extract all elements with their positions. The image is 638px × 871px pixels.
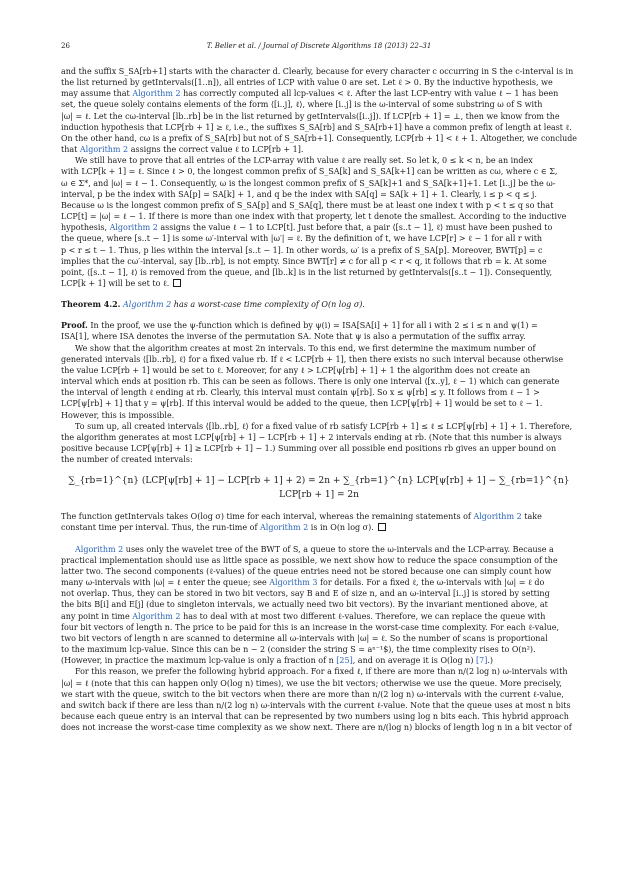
text-line: To sum up, all created intervals ⟨[lb..rb], ℓ⟩ for a fixed value of rb satisfy LCP[rb + 1] ≤ ℓ ≤ LCP[ψ[rb] + 1] + 1. Therefore, [75, 421, 573, 431]
running-title: T. Beller et al. / Journal of Discrete Algorithms 18 (2013) 22–31 [206, 42, 432, 50]
reference-7-link[interactable]: [7] [475, 656, 488, 666]
text-line: ω ∈ Σ*, and |ω| = ℓ − 1. Consequently, ω is the longest common prefix of S_SA[k]+1 and S_SA[k+1]+1. Let [i..j] be the ω- [61, 178, 556, 188]
text-line: The function getIntervals takes O(log σ) time for each interval, whereas the remaining statements of Algorithm 2 take [61, 512, 542, 522]
algorithm-2-link[interactable]: Algorithm 2 [79, 145, 129, 155]
algorithm-2-link[interactable]: Algorithm 2 [75, 544, 124, 554]
text-line: does not increase the worst-case time complexity as we show next. There are n/(log n) blocks of length log n in a bit vector of [61, 723, 572, 733]
algorithm-2-link[interactable]: Algorithm 2 [260, 523, 309, 533]
text-line: hypothesis, Algorithm 2 assigns the value ℓ − 1 to LCP[t]. Just before that, a pair ⟨[s..t − 1], ℓ⟩ must have been pushed to [61, 223, 553, 233]
qed-symbol [378, 523, 386, 531]
text-line: with LCP[k + 1] = ℓ. Since ℓ > 0, the longest common prefix of S_SA[k] and S_SA[k+1] can be written as cω, where c ∈ Σ, [61, 167, 558, 177]
text-line: many ω-intervals with |ω| = ℓ enter the queue; see Algorithm 3 for details. For a fixed ℓ, the ω-intervals with |ω| = ℓ do [61, 578, 545, 588]
text-line: and the suffix S_SA[rb+1] starts with the character d. Clearly, because for every character c occurring in S the c-interval is in [61, 67, 574, 76]
text-line: the algorithm generates at most LCP[ψ[rb] + 1] − LCP[rb + 1] + 2 intervals ending at rb. (Note that this number is always [61, 432, 562, 442]
algorithm-3-link[interactable]: Algorithm 3 [269, 578, 318, 588]
text-line: LCP[t] = |ω| = ℓ − 1. If there is more than one index with that property, let t denote the smallest. According to the inductive [61, 212, 567, 222]
text-line: For this reason, we prefer the following hybrid approach. For a fixed ℓ, if there are more than n/(2 log n) ω-intervals with [75, 667, 568, 677]
text-line: Theorem 4.2. Algorithm 2 has a worst-case time complexity of O(n log σ). [61, 299, 365, 310]
algorithm-2-link[interactable]: Algorithm 2 [132, 89, 181, 99]
text-line: the interval of length ℓ ending at rb. Clearly, this interval must contain ψ[rb]. So x ≤ ψ[rb] ≤ y. It follows from ℓ − 1 > [61, 388, 540, 398]
text-line: Algorithm 2 uses only the wavelet tree of the BWT of S, a queue to store the ω-intervals and the LCP-array. Because a [75, 544, 554, 554]
text-line: generated intervals ⟨[lb..rb], ℓ⟩ for a fixed value rb. If ℓ < LCP[rb + 1], then there exists no such interval because otherwise [61, 354, 564, 364]
text-line: we start with the queue, switch to the bit vectors when there are more than n/(2 log n) ω-intervals with the current ℓ-value, [61, 689, 564, 699]
text-line: and switch back if there are less than n/(2 log n) ω-intervals with the current ℓ-value. Note that the queue uses at most n bits [61, 700, 571, 710]
text-line: |ω| = ℓ (note that this can happen only O(log n) times), we use the bit vectors; otherwise we use the queue. More precisely, [61, 678, 562, 688]
text-line: the bits B[i] and E[j] (due to singleton intervals, we actually need two bit vectors). By the invariant mentioned above, at [61, 600, 548, 610]
text-line: interval, p be the index with SA[p] = SA[k] + 1, and q be the index with SA[q] = SA[k + 1] + 1. Clearly, i ≤ p < q ≤ j. [61, 189, 537, 199]
algorithm-2-link[interactable]: Algorithm 2 [473, 512, 522, 522]
text-line: constant time per interval. Thus, the run-time of Algorithm 2 is in O(n log σ). [61, 522, 577, 533]
text-line: |ω| = ℓ. Let the cω-interval [lb..rb] be in the list returned by getIntervals([i..j]). If LCP[rb + 1] = ⊥, then we know from the [61, 111, 560, 121]
article-body [61, 66, 577, 733]
paragraph-induction-end [61, 66, 577, 155]
page-number: 26 [61, 42, 70, 50]
text-line: two bit vectors of length n are scanned to determine all ω-intervals with |ω| = ℓ. So the number of scans is proportional [61, 633, 548, 643]
algorithm-2-link[interactable]: Algorithm 2 [123, 300, 172, 310]
proof-block [61, 320, 577, 533]
text-line: positive because LCP[ψ[rb] + 1] ≥ LCP[rb + 1] − 1.) Summing over all possible end positions rb gives an upper bound on [61, 444, 557, 453]
text-line: not overlap. Thus, they can be stored in two bit vectors, say B and E of size n, and an ω-interval [i..j] is stored by setting [61, 589, 550, 599]
text-line: induction hypothesis that LCP[rb + 1] ≥ ℓ, i.e., the suffixes S_SA[rb] and S_SA[rb+1] have a common prefix of length at least ℓ. [61, 122, 572, 132]
theorem-label: Theorem 4.2. [61, 299, 121, 310]
text-line: the queue, where [s..t − 1] is some ω′-interval with |ω′| = ℓ. By the definition of t, we have LCP[r] > ℓ − 1 for all r with [61, 234, 543, 244]
paragraph-space-reduction [61, 544, 577, 734]
paragraph-all-entries-set [61, 155, 577, 289]
text-line: ISA[1], where ISA denotes the inverse of the permutation SA. Note that ψ is also a permutation of the suffix array. [61, 332, 526, 342]
text-line: set, the queue solely contains elements of the form ⟨[i..j], ℓ⟩, where [i..j] is the ω-interval of some substring ω of S with [61, 100, 543, 110]
algorithm-2-link[interactable]: Algorithm 2 [109, 223, 158, 233]
text-line: latter two. The second components (ℓ-values) of the queue entries need not be stored because one can simply count how [61, 566, 552, 576]
page-header [61, 40, 577, 52]
qed-symbol [173, 279, 181, 287]
text-line: interval which ends at position rb. This can be seen as follows. There is only one interval ⟨[x..y], ℓ − 1⟩ which can generate [61, 377, 560, 387]
text-line: However, this is impossible. [61, 410, 175, 420]
text-line: because each queue entry is an interval that can be represented by two numbers using log n bits each. This hybrid approach [61, 711, 569, 721]
text-line: LCP[k + 1] will be set to ℓ. [61, 278, 577, 289]
summation-equation: ∑_{rb=1}^{n} (LCP[ψ[rb] + 1] − LCP[rb + 1] + 2) = 2n + ∑_{rb=1}^{n} LCP[ψ[rb] + 1] − ∑_{rb=1}^{n} LCP[rb + 1] = 2n [68, 476, 570, 501]
text-line: the value LCP[rb + 1] would be set to ℓ. Moreover, for any ℓ > LCP[ψ[rb] + 1] + 1 the algorithm does not create an [61, 365, 531, 375]
text-line: implies that the cω′-interval, say [lb..rb], is not empty. Since BWT[r] ≠ c for all p < r < q, it follows that rb = k. At some [61, 256, 547, 266]
text-line: Proof. In the proof, we use the ψ-function which is defined by ψ(i) = ISA[SA[i] + 1] for all i with 2 ≤ i ≤ n and ψ(1) = [61, 320, 538, 331]
text-line: We still have to prove that all entries of the LCP-array with value ℓ are really set. So let k, 0 ≤ k < n, be an index [75, 156, 533, 166]
text-line: practical implementation should use as little space as possible, we next show how to reduce the space consumption of the [61, 555, 558, 565]
reference-25-link[interactable]: [25] [336, 656, 353, 666]
text-line: On the other hand, cω is a prefix of S_SA[rb] but not of S_SA[rb+1]. Consequently, LCP[rb + 1] < ℓ + 1. Altogether, we conclude [61, 133, 577, 143]
text-line: any point in time Algorithm 2 has to deal with at most two different ℓ-values. Therefore, we can replace the queue with [61, 611, 546, 621]
text-line: that Algorithm 2 assigns the correct value ℓ to LCP[rb + 1]. [61, 145, 304, 155]
text-line: We show that the algorithm creates at most 2n intervals. To this end, we first determine the maximum number of [75, 343, 536, 353]
text-line: (However, in practice the maximum lcp-value is only a fraction of n [25], and on average it is O(log n) [7].) [61, 656, 493, 666]
text-line: four bit vectors of length n. The price to be paid for this is an increase in the worst-case time complexity. For each ℓ-value, [61, 622, 560, 632]
text-line: the list returned by getIntervals([1..n]), all entries of LCP with value 0 are set. Let ℓ > 0. By the inductive hypothesis, we [61, 78, 553, 88]
text-line: point, ⟨[s..t − 1], ℓ⟩ is removed from the queue, and [lb..k] is in the list returned by getIntervals([s..t − 1]). Consequently, [61, 267, 553, 277]
text-line: to the maximum lcp-value. Since this can be n − 2 (consider the string S = aⁿ⁻¹$), the time complexity rises to O(n²). [61, 645, 536, 655]
text-line: Because ω is the longest common prefix of S_SA[p] and S_SA[q], there must be at least one index t with p < t ≤ q so that [61, 200, 554, 210]
theorem-4-2 [61, 299, 577, 310]
proof-label: Proof. [61, 320, 88, 331]
text-line: the number of created intervals: [61, 455, 193, 465]
algorithm-2-link[interactable]: Algorithm 2 [132, 611, 181, 621]
text-line: p < r ≤ t − 1. Thus, p lies within the interval [s..t − 1]. In other words, ω′ is a prefix of S_SA[p]. Moreover, BWT[p] = c [61, 245, 543, 255]
text-line: LCP[ψ[rb] + 1] that y = ψ[rb]. If this interval would be added to the queue, then LCP[ψ[rb] + 1] would be set to ℓ − 1. [61, 399, 543, 409]
text-line: may assume that Algorithm 2 has correctly computed all lcp-values < ℓ. After the last LCP-entry with value ℓ − 1 has been [61, 89, 559, 99]
